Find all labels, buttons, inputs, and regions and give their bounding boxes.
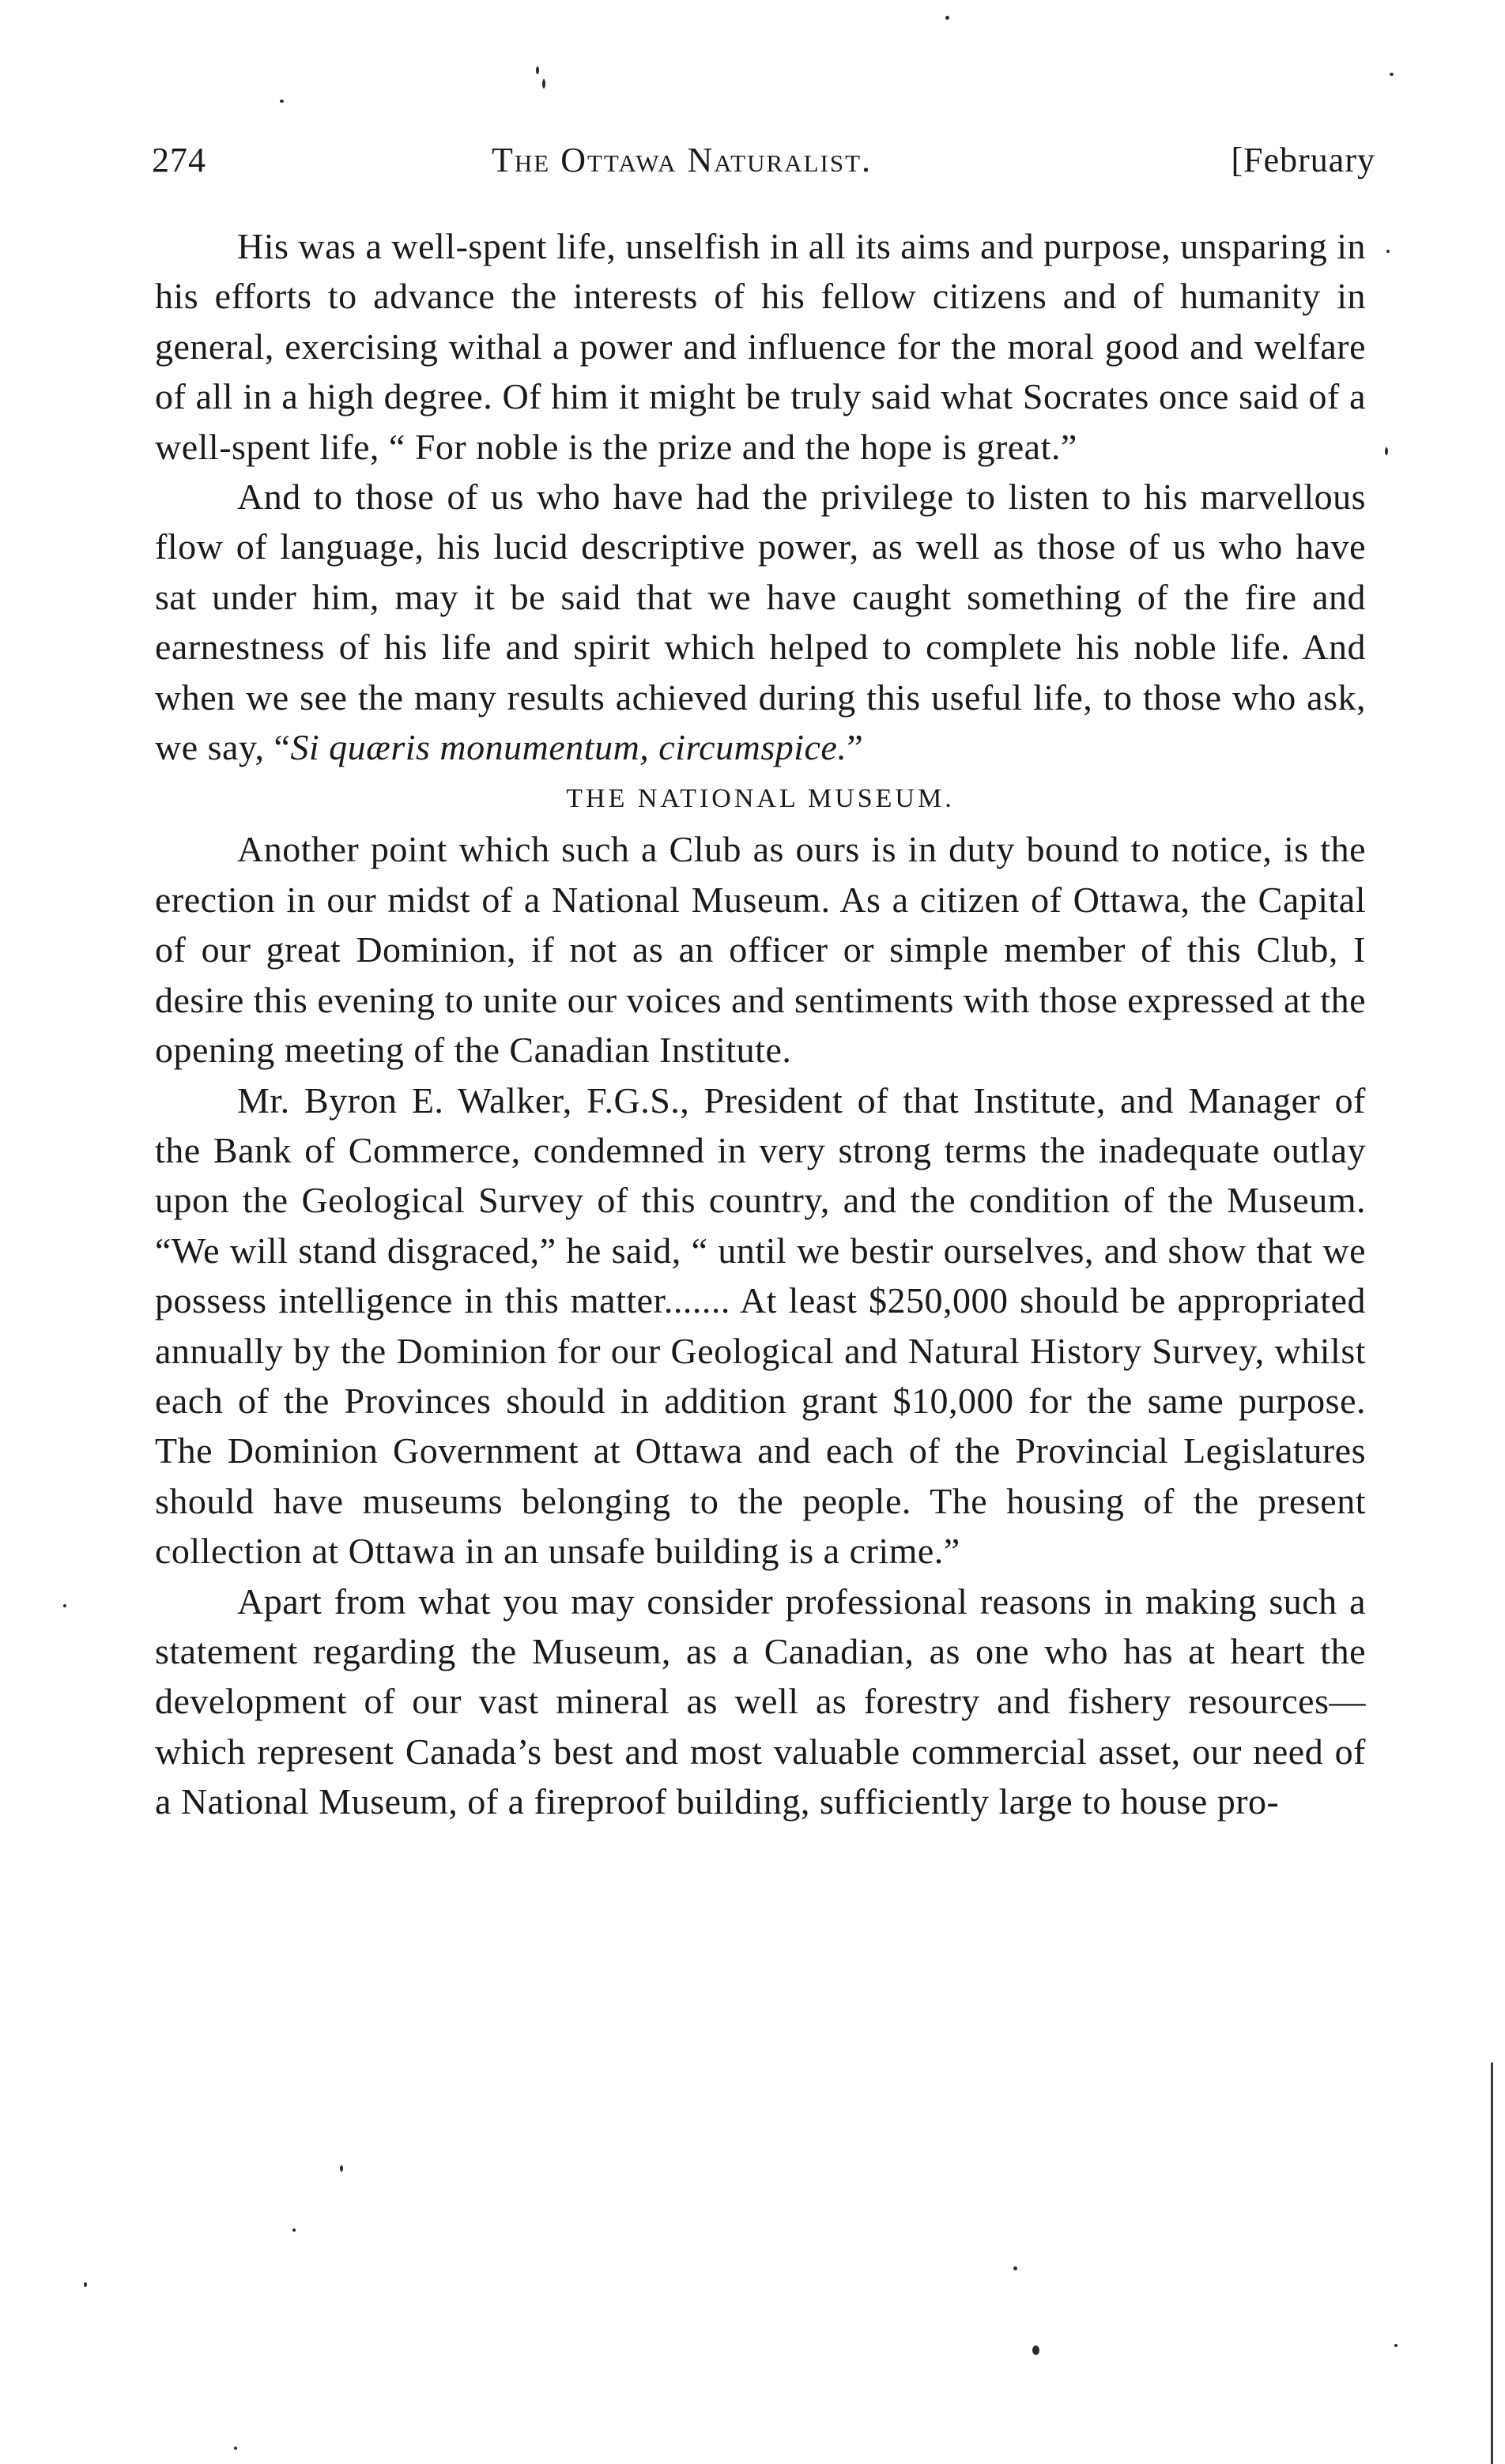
article-body (155, 221, 1366, 1827)
paragraph-another-point: Another point which such a Club as ours is in duty bound to notice, is the erection in our midst of a National Museum. As a citizen of Ottawa, the Capital of our great Dominion, if not as an officer or simple member of this Club, I desire this evening to unite our voices and sentiments with those expressed at the opening meeting of the Canadian Institute. (155, 829, 1366, 1071)
scan-speck (1013, 2266, 1017, 2270)
page-number: 274 (152, 141, 206, 179)
scan-speck (1385, 447, 1388, 455)
scan-speck (84, 2282, 87, 2287)
scan-speck (1032, 2345, 1039, 2355)
scan-speck (340, 2165, 343, 2172)
paragraph-privilege-text: And to those of us who have had the privilege to listen to his marvellous flow of language, his lucid descriptive power, as well as those of us who have sat under him, may it be said that we have caught something of the fire and earnestness of his life and spirit which helped to complete his noble life. And when we see the many results achieved during this useful life, to those who ask, we say, “ (155, 477, 1366, 768)
scan-speck (292, 2229, 296, 2232)
issue-month: [February (1231, 141, 1375, 179)
latin-quotation: Si quæris monumentum, circumspice. (290, 727, 847, 768)
scan-speck (1386, 250, 1390, 253)
scan-speck (542, 79, 545, 89)
scan-speck (536, 66, 539, 74)
closing-quote-mark: ” (847, 727, 864, 768)
paragraph-privilege (155, 472, 1366, 772)
scan-speck (63, 1604, 66, 1607)
paragraph-well-spent-life: His was a well-spent life, unselfish in all its aims and purpose, unsparing in his efforts to advance the interests of his fellow citizens and of humanity in general, exercising withal a power and influence for the moral good and welfare of all in a high degree. Of him it might be truly said what Socrates once said of a well-spent life, “ For noble is the prize and the hope is great.” (155, 226, 1366, 467)
scan-speck (1390, 73, 1394, 76)
running-header (152, 133, 1375, 188)
scan-speck (945, 16, 949, 20)
section-heading-national-museum: THE NATIONAL MUSEUM. (566, 784, 955, 814)
paragraph-walker-quote: Mr. Byron E. Walker, F.G.S., President of that Institute, and Manager of the Bank of Commerce, condemned in very strong terms the inadequate outlay upon the Geological Survey of this country, and the condition of the Museum. “We will stand disgraced,” he said, “ until we bestir ourselves, and show that we possess intelligence in this matter....... At least $250,000 should be appropriated annually by the Dominion for our Geological and Natural History Survey, whilst each of the Provinces should in addition grant $10,000 for the same purpose. The Dominion Government at Ottawa and each of the Provincial Legislatures should have museums belonging to the people. The housing of the present collection at Ottawa in an unsafe building is a crime.” (155, 1079, 1366, 1572)
paragraph-apart-from: Apart from what you may consider professional reasons in making such a statement regarding the Museum, as a Canadian, as one who has at heart the development of our vast mineral as well as forestry and fishery resources—which represent Canada’s best and most valuable commercial asset, our need of a National Museum, of a fireproof building, sufficiently large to house pro- (155, 1581, 1366, 1822)
scan-edge-line (1491, 2063, 1493, 2464)
scan-speck (234, 2447, 237, 2450)
scan-speck (1394, 2344, 1398, 2347)
journal-title: The Ottawa Naturalist. (492, 141, 873, 179)
scan-speck (280, 100, 284, 103)
